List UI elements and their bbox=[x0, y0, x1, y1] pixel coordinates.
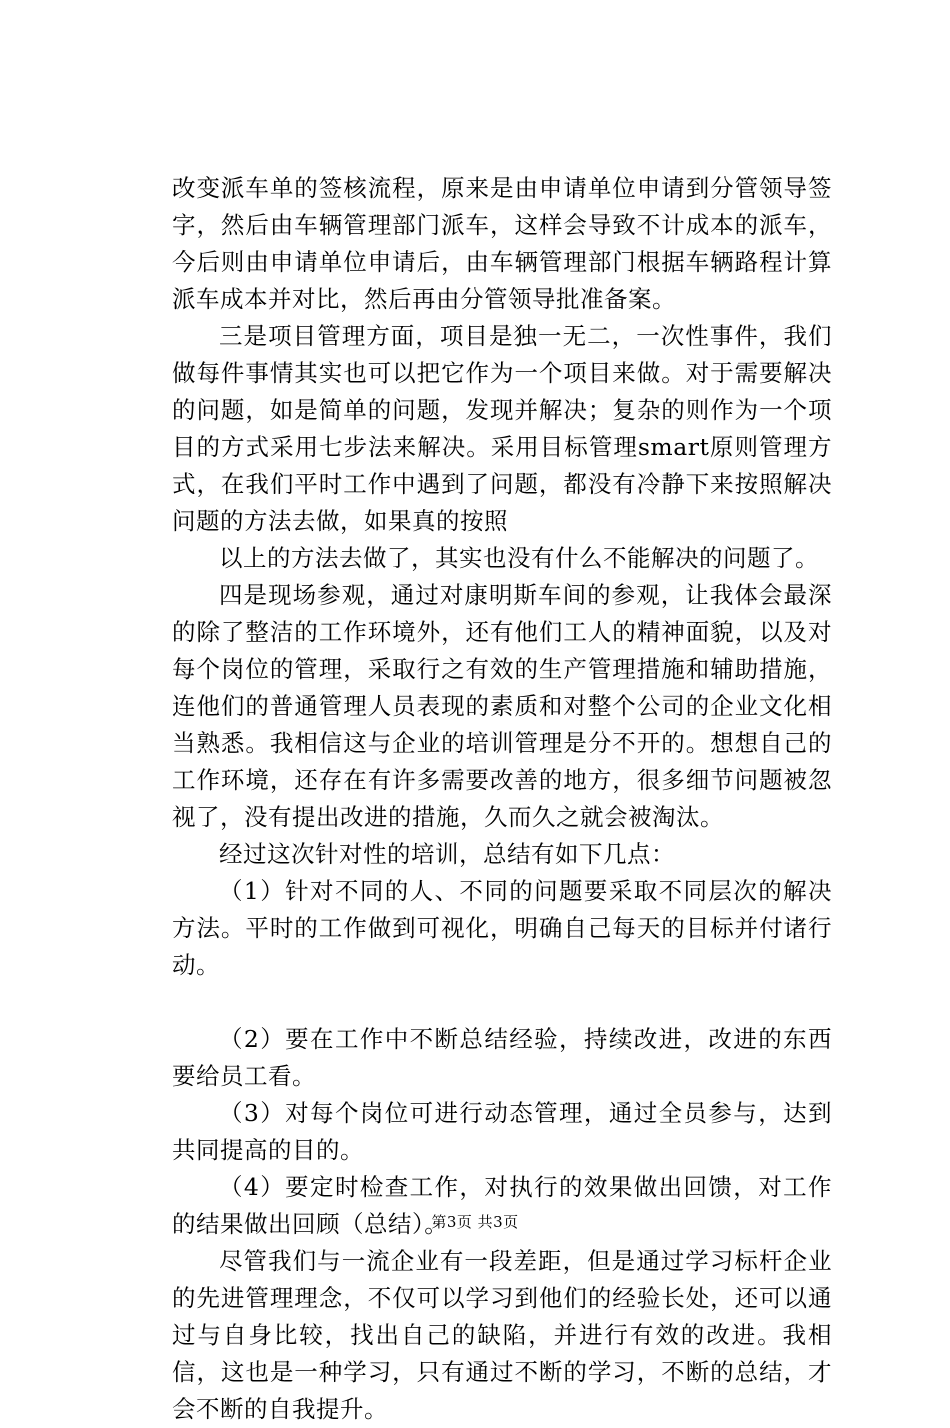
paragraph-site-visit: 四是现场参观，通过对康明斯车间的参观，让我体会最深的除了整洁的工作环境外，还有他们工人的精神面貌，以及对每个岗位的管理，采取行之有效的生产管理措施和辅助措施，连他们的普通管理人员表现的素质和对整个公司的企业文化相当熟悉。我相信这与企业的培训管理是分不开的。想想自己的工作环境，还存在有许多需要改善的地方，很多细节问题被忽视了，没有提出改进的措施，久而久之就会被淘汰。 bbox=[172, 581, 832, 831]
page-footer: 第3页 共3页 bbox=[431, 1213, 519, 1231]
paragraph-point-1: （1）针对不同的人、不同的问题要采取不同层次的解决方法。平时的工作做到可视化，明确自己每天的目标并付诸行动。 bbox=[172, 877, 832, 979]
paragraph-method-continuation: 以上的方法去做了，其实也没有什么不能解决的问题了。 bbox=[219, 544, 819, 572]
body-text bbox=[172, 170, 832, 1428]
paragraph-project-management: 三是项目管理方面，项目是独一无二，一次性事件，我们做每件事情其实也可以把它作为一个项目来做。对于需要解决的问题，如是简单的问题，发现并解决；复杂的则作为一个项目的方式采用七步法来解决。采用目标管理smart原则管理方式，在我们平时工作中遇到了问题，都没有冷静下来按照解决问题的方法去做，如果真的按照 bbox=[172, 322, 832, 535]
paragraph-dispatch-process: 改变派车单的签核流程，原来是由申请单位申请到分管领导签字，然后由车辆管理部门派车，这样会导致不计成本的派车，今后则由申请单位申请后，由车辆管理部门根据车辆路程计算派车成本并对比，然后再由分管领导批准备案。 bbox=[172, 174, 832, 313]
paragraph-point-2: （2）要在工作中不断总结经验，持续改进，改进的东西要给员工看。 bbox=[172, 1025, 832, 1090]
paragraph-point-4: （4）要定时检查工作，对执行的效果做出回馈，对工作的结果做出回顾（总结）。 bbox=[172, 1173, 832, 1238]
paragraph-point-3: （3）对每个岗位可进行动态管理，通过全员参与，达到共同提高的目的。 bbox=[172, 1099, 832, 1164]
paragraph-conclusion: 尽管我们与一流企业有一段差距，但是通过学习标杆企业的先进管理理念，不仅可以学习到他们的经验长处，还可以通过与自身比较，找出自己的缺陷，并进行有效的改进。我相信，这也是一种学习，只有通过不断的学习，不断的总结，才会不断的自我提升。 bbox=[172, 1247, 832, 1423]
paragraph-summary-intro: 经过这次针对性的培训，总结有如下几点： bbox=[219, 840, 675, 868]
